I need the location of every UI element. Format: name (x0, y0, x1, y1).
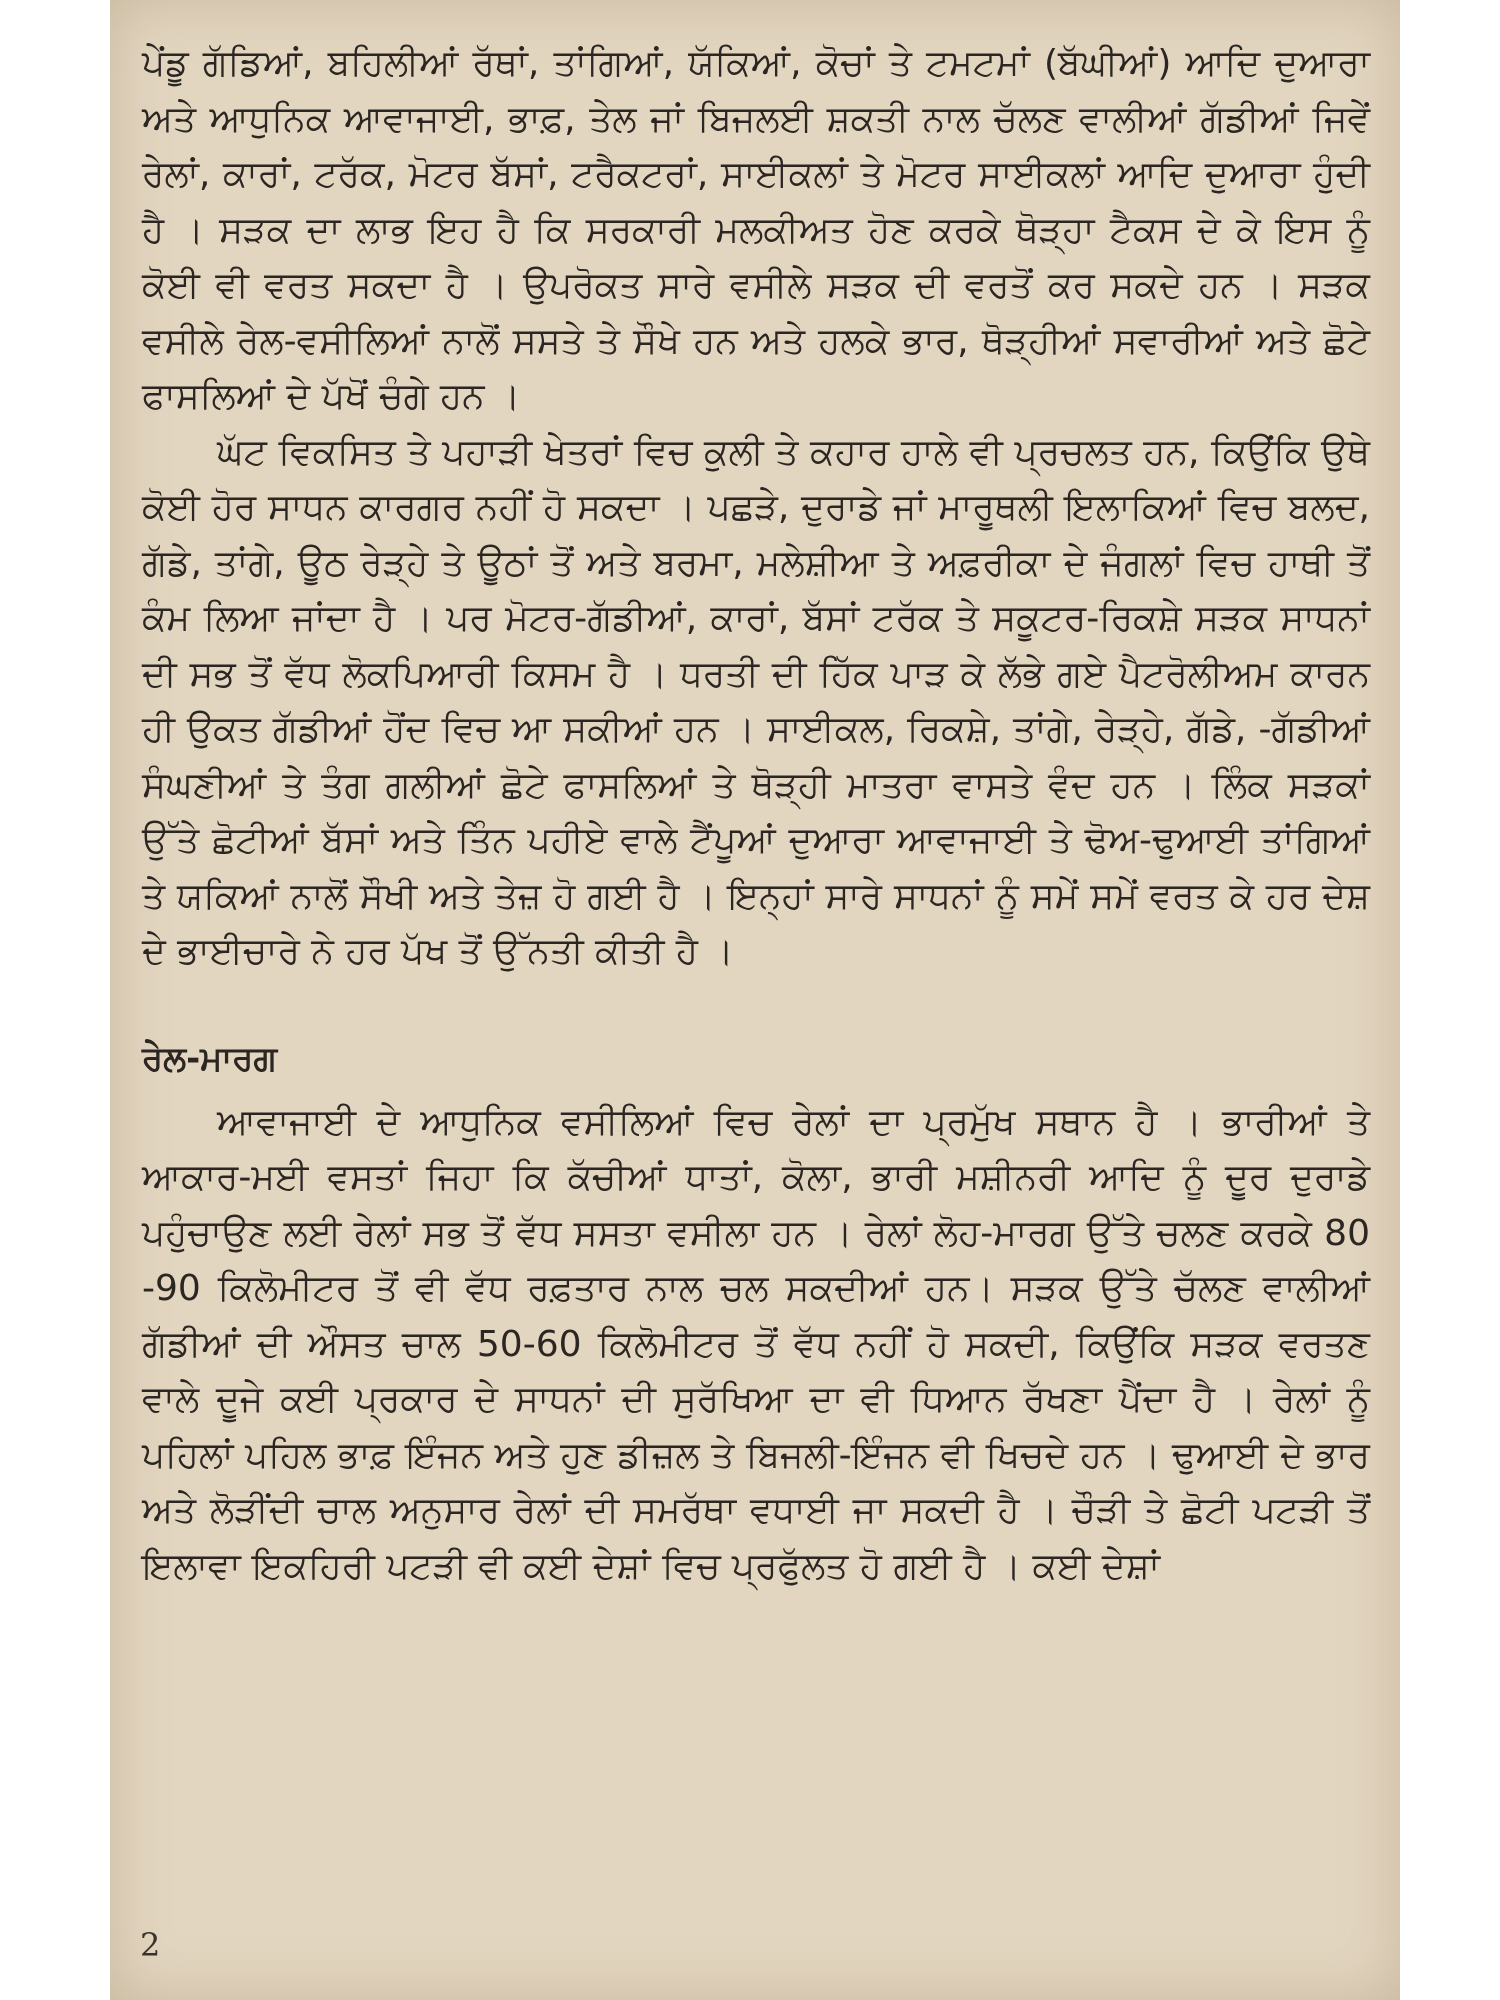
paragraph-road-transport: ਪੇਂਡੂ ਗੱਡਿਆਂ, ਬਹਿਲੀਆਂ ਰੱਥਾਂ, ਤਾਂਗਿਆਂ, ਯੱਕਿਆਂ, ਕੋਚਾਂ ਤੇ ਟਮਟਮਾਂ (ਬੱਘੀਆਂ) ਆਦਿ ਦੁਆਰਾ ਅਤੇ ਆਧੁਨਿਕ ਆਵਾਜਾਈ, ਭਾਫ਼, ਤੇਲ ਜਾਂ ਬਿਜਲਈ ਸ਼ਕਤੀ ਨਾਲ ਚੱਲਣ ਵਾਲੀਆਂ ਗੱਡੀਆਂ ਜਿਵੇਂ ਰੇਲਾਂ, ਕਾਰਾਂ, ਟਰੱਕ, ਮੋਟਰ ਬੱਸਾਂ, ਟਰੈਕਟਰਾਂ, ਸਾਈਕਲਾਂ ਤੇ ਮੋਟਰ ਸਾਈਕਲਾਂ ਆਦਿ ਦੁਆਰਾ ਹੁੰਦੀ ਹੈ । ਸੜਕ ਦਾ ਲਾਭ ਇਹ ਹੈ ਕਿ ਸਰਕਾਰੀ ਮਲਕੀਅਤ ਹੋਣ ਕਰਕੇ ਥੋੜ੍ਹਾ ਟੈਕਸ ਦੇ ਕੇ ਇਸ ਨੂੰ ਕੋਈ ਵੀ ਵਰਤ ਸਕਦਾ ਹੈ । ਉਪਰੋਕਤ ਸਾਰੇ ਵਸੀਲੇ ਸੜਕ ਦੀ ਵਰਤੋਂ ਕਰ ਸਕਦੇ ਹਨ । ਸੜਕ ਵਸੀਲੇ ਰੇਲ-ਵਸੀਲਿਆਂ ਨਾਲੋਂ ਸਸਤੇ ਤੇ ਸੌਖੇ ਹਨ ਅਤੇ ਹਲਕੇ ਭਾਰ, ਥੋੜ੍ਹੀਆਂ ਸਵਾਰੀਆਂ ਅਤੇ ਛੋਟੇ ਫਾਸਲਿਆਂ ਦੇ ਪੱਖੋਂ ਚੰਗੇ ਹਨ । (142, 43, 1370, 417)
paragraph-railways: ਆਵਾਜਾਈ ਦੇ ਆਧੁਨਿਕ ਵਸੀਲਿਆਂ ਵਿਚ ਰੇਲਾਂ ਦਾ ਪ੍ਰਮੁੱਖ ਸਥਾਨ ਹੈ । ਭਾਰੀਆਂ ਤੇ ਆਕਾਰ-ਮਈ ਵਸਤਾਂ ਜਿਹਾ ਕਿ ਕੱਚੀਆਂ ਧਾਤਾਂ, ਕੋਲਾ, ਭਾਰੀ ਮਸ਼ੀਨਰੀ ਆਦਿ ਨੂੰ ਦੂਰ ਦੁਰਾਡੇ ਪਹੁੰਚਾਉਣ ਲਈ ਰੇਲਾਂ ਸਭ ਤੋਂ ਵੱਧ ਸਸਤਾ ਵਸੀਲਾ ਹਨ । ਰੇਲਾਂ ਲੋਹ-ਮਾਰਗ ਉੱਤੇ ਚਲਣ ਕਰਕੇ 80 -90 ਕਿਲੋਮੀਟਰ ਤੋਂ ਵੀ ਵੱਧ ਰਫ਼ਤਾਰ ਨਾਲ ਚਲ ਸਕਦੀਆਂ ਹਨ। ਸੜਕ ਉੱਤੇ ਚੱਲਣ ਵਾਲੀਆਂ ਗੱਡੀਆਂ ਦੀ ਔਸਤ ਚਾਲ 50-60 ਕਿਲੋਮੀਟਰ ਤੋਂ ਵੱਧ ਨਹੀਂ ਹੋ ਸਕਦੀ, ਕਿਉਂਕਿ ਸੜਕ ਵਰਤਣ ਵਾਲੇ ਦੂਜੇ ਕਈ ਪ੍ਰਕਾਰ ਦੇ ਸਾਧਨਾਂ ਦੀ ਸੁਰੱਖਿਆ ਦਾ ਵੀ ਧਿਆਨ ਰੱਖਣਾ ਪੈਂਦਾ ਹੈ । ਰੇਲਾਂ ਨੂੰ ਪਹਿਲਾਂ ਪਹਿਲ ਭਾਫ਼ ਇੰਜਨ ਅਤੇ ਹੁਣ ਡੀਜ਼ਲ ਤੇ ਬਿਜਲੀ-ਇੰਜਨ ਵੀ ਖਿਚਦੇ ਹਨ । ਢੁਆਈ ਦੇ ਭਾਰ ਅਤੇ ਲੋੜੀਂਦੀ ਚਾਲ ਅਨੁਸਾਰ ਰੇਲਾਂ ਦੀ ਸਮਰੱਥਾ ਵਧਾਈ ਜਾ ਸਕਦੀ ਹੈ । ਚੌੜੀ ਤੇ ਛੋਟੀ ਪਟੜੀ ਤੋਂ ਇਲਾਵਾ ਇਕਹਿਰੀ ਪਟੜੀ ਵੀ ਕਈ ਦੇਸ਼ਾਂ ਵਿਚ ਪ੍ਰਫੁੱਲਤ ਹੋ ਗਈ ਹੈ । ਕਈ ਦੇਸ਼ਾਂ (142, 1101, 1370, 1587)
book-page (110, 0, 1400, 2000)
section-heading-rail: ਰੇਲ-ਮਾਰਗ (142, 1038, 278, 1079)
page-text (142, 36, 1370, 1594)
paragraph-road-vehicles: ਘੱਟ ਵਿਕਸਿਤ ਤੇ ਪਹਾੜੀ ਖੇਤਰਾਂ ਵਿਚ ਕੁਲੀ ਤੇ ਕਹਾਰ ਹਾਲੇ ਵੀ ਪ੍ਰਚਲਤ ਹਨ, ਕਿਉਂਕਿ ਉਥੇ ਕੋਈ ਹੋਰ ਸਾਧਨ ਕਾਰਗਰ ਨਹੀਂ ਹੋ ਸਕਦਾ । ਪਛੜੇ, ਦੁਰਾਡੇ ਜਾਂ ਮਾਰੂਥਲੀ ਇਲਾਕਿਆਂ ਵਿਚ ਬਲਦ, ਗੱਡੇ, ਤਾਂਗੇ, ਊਠ ਰੇੜ੍ਹੇ ਤੇ ਊਠਾਂ ਤੋਂ ਅਤੇ ਬਰਮਾ, ਮਲੇਸ਼ੀਆ ਤੇ ਅਫ਼ਰੀਕਾ ਦੇ ਜੰਗਲਾਂ ਵਿਚ ਹਾਥੀ ਤੋਂ ਕੰਮ ਲਿਆ ਜਾਂਦਾ ਹੈ । ਪਰ ਮੋਟਰ-ਗੱਡੀਆਂ, ਕਾਰਾਂ, ਬੱਸਾਂ ਟਰੱਕ ਤੇ ਸਕੂਟਰ-ਰਿਕਸ਼ੇ ਸੜਕ ਸਾਧਨਾਂ ਦੀ ਸਭ ਤੋਂ ਵੱਧ ਲੋਕਪਿਆਰੀ ਕਿਸਮ ਹੈ । ਧਰਤੀ ਦੀ ਹਿੱਕ ਪਾੜ ਕੇ ਲੱਭੇ ਗਏ ਪੈਟਰੋਲੀਅਮ ਕਾਰਨ ਹੀ ਉਕਤ ਗੱਡੀਆਂ ਹੋਂਦ ਵਿਚ ਆ ਸਕੀਆਂ ਹਨ । ਸਾਈਕਲ, ਰਿਕਸ਼ੇ, ਤਾਂਗੇ, ਰੇੜ੍ਹੇ, ਗੱਡੇ, -ਗੱਡੀਆਂ ਸੰਘਣੀਆਂ ਤੇ ਤੰਗ ਗਲੀਆਂ ਛੋਟੇ ਫਾਸਲਿਆਂ ਤੇ ਥੋੜ੍ਹੀ ਮਾਤਰਾ ਵਾਸਤੇ ਵੰਦ ਹਨ । ਲਿੰਕ ਸੜਕਾਂ ਉੱਤੇ ਛੋਟੀਆਂ ਬੱਸਾਂ ਅਤੇ ਤਿੰਨ ਪਹੀਏ ਵਾਲੇ ਟੈਂਪੂਆਂ ਦੁਆਰਾ ਆਵਾਜਾਈ ਤੇ ਢੋਅ-ਢੁਆਈ ਤਾਂਗਿਆਂ ਤੇ ਯਕਿਆਂ ਨਾਲੋਂ ਸੌਖੀ ਅਤੇ ਤੇਜ਼ ਹੋ ਗਈ ਹੈ । ਇਨ੍ਹਾਂ ਸਾਰੇ ਸਾਧਨਾਂ ਨੂੰ ਸਮੇਂ ਸਮੇਂ ਵਰਤ ਕੇ ਹਰ ਦੇਸ਼ ਦੇ ਭਾਈਚਾਰੇ ਨੇ ਹਰ ਪੱਖ ਤੋਂ ਉੱਨਤੀ ਕੀਤੀ ਹੈ । (142, 431, 1370, 972)
page-number: 2 (140, 1926, 161, 1964)
